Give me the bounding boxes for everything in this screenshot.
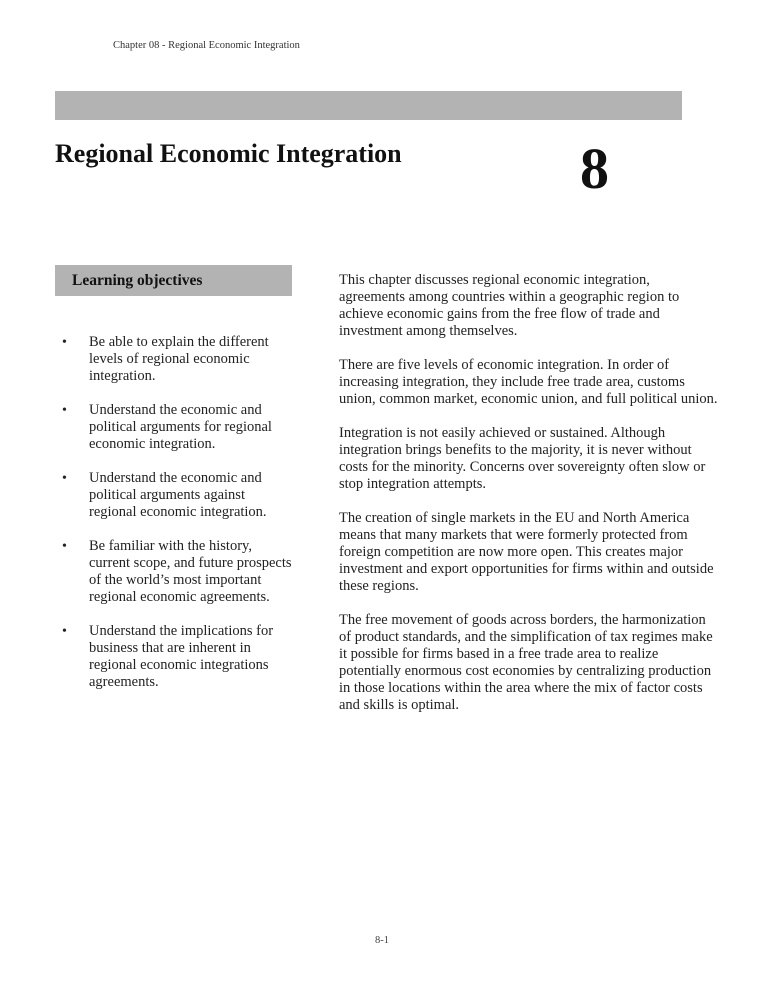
learning-objective-text: Understand the economic and political arguments against regional economic integration. <box>89 470 267 520</box>
learning-objective-text: Be familiar with the history, current scope, and future prospects of the world’s most important regional economic agreements. <box>89 538 292 605</box>
learning-objectives-header <box>55 265 292 296</box>
summary-paragraph: This chapter discusses regional economic integration, agreements among countries within a geographic region to achieve economic gains from the free flow of trade and investment among themselves. <box>339 272 680 339</box>
bullet-icon: • <box>62 403 67 418</box>
page-number: 8-1 <box>375 935 389 946</box>
summary-paragraph: The free movement of goods across borders, the harmonization of product standards, and the simplification of tax regimes make it possible for firms based in a free trade area to realize potentially enormous cost economies by centralizing production in those locations within the area where the mix of factor costs and skills is optimal. <box>339 612 713 713</box>
learning-objectives-title: Learning objectives <box>72 272 203 289</box>
learning-objective-text: Understand the economic and political arguments for regional economic integration. <box>89 402 272 452</box>
learning-objective-text: Be able to explain the different levels of regional economic integration. <box>89 334 269 384</box>
summary-paragraph: The creation of single markets in the EU and North America means that many markets that were formerly protected from foreign competition are now more open. This creates major investment and export opportunities for firms within and outside these regions. <box>339 510 714 594</box>
learning-objective-item <box>55 334 295 385</box>
learning-objective-item <box>55 623 295 691</box>
learning-objective-text: Understand the implications for business that are inherent in regional economic integrations agreements. <box>89 623 274 690</box>
learning-objective-item <box>55 538 295 606</box>
bullet-icon: • <box>62 471 67 486</box>
chapter-summary <box>339 272 719 731</box>
bullet-icon: • <box>62 624 67 639</box>
chapter-title: Regional Economic Integration <box>55 139 402 168</box>
learning-objective-item <box>55 402 295 453</box>
summary-paragraph: There are five levels of economic integration. In order of increasing integration, they include free trade area, customs union, common market, economic union, and full political union. <box>339 357 718 407</box>
bullet-icon: • <box>62 335 67 350</box>
learning-objective-item <box>55 470 295 521</box>
summary-paragraph: Integration is not easily achieved or sustained. Although integration brings benefits to the majority, it is never without costs for the minority. Concerns over sovereignty often slow or stop integration attempts. <box>339 425 706 492</box>
learning-objectives-list <box>55 334 295 708</box>
bullet-icon: • <box>62 539 67 554</box>
running-header: Chapter 08 - Regional Economic Integration <box>113 40 300 51</box>
chapter-banner-bar <box>55 91 682 120</box>
chapter-number: 8 <box>580 136 609 201</box>
